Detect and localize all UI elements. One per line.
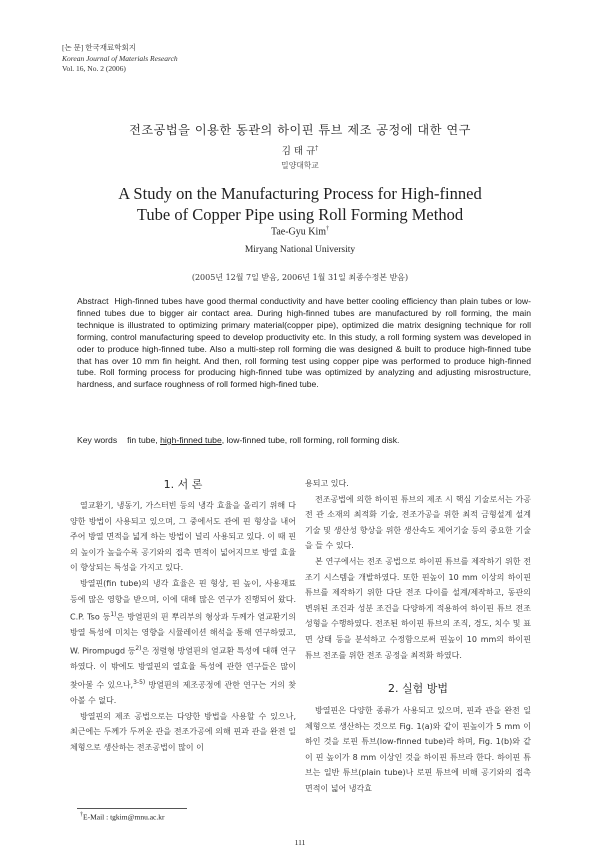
footnote-mark: † [80,812,83,818]
abstract-label: Abstract [77,296,109,306]
left-column [70,498,296,755]
author-en-name: Tae-Gyu Kim [270,226,327,238]
author-korean [0,143,600,157]
keywords-label: Key words [77,435,118,445]
footnote-rule [77,808,187,809]
right-column [305,476,531,663]
journal-volume: Vol. 16, No. 2 (2006) [62,64,126,73]
author-kr-mark: † [315,144,319,152]
section2-paragraph-1: 방열핀은 다양한 종류가 사용되고 있으며, 핀과 관을 완전 일체형으로 생산하는 것으로 Fig. 1(a)와 같이 핀높이가 5 mm 이하인 것을 로핀 튜브(low-finned tube)라 하며, Fig. 1(b)와 같이 핀 높이가 8 mm 이상인 것을 하이핀 튜브라 한다. 하이핀 튜브는 일반 튜브(plain tube)나 로핀 튜브에 비해 공기와의 접촉면적이 넓어 냉각효 [305,706,531,793]
footnote [80,812,164,822]
author-english [0,226,600,237]
author-en-mark: † [326,226,330,232]
footnote-text: E-Mail : tgkim@mnu.ac.kr [83,812,165,822]
title-en-line1: A Study on the Manufacturing Process for High-finned [118,184,482,203]
p2-text-a: 방열핀(fin tube)의 냉각 효율은 핀 형상, 핀 높이, 사용재료 등에 많은 영향을 받으며, 이에 대해 많은 연구가 진행되어 왔다. C.P. Tso 등 [70,578,296,622]
keywords-before: fin tube, [127,435,161,445]
journal-name-en: Korean Journal of Materials Research [62,53,178,63]
keywords-after: , low-finned tube, roll forming, roll forming disk. [221,435,400,445]
section2-heading: 2. 실험 방법 [388,682,448,695]
author-kr-name: 김 태 규 [281,146,316,157]
title-en-line2: Tube of Copper Pipe using Roll Forming Method [136,205,464,224]
section1-paragraph-2 [70,576,296,709]
affiliation-korean: 밀양대학교 [281,161,319,170]
affiliation-english: Miryang National University [244,245,356,255]
section1-paragraph-1: 열교환기, 냉동기, 가스터빈 등의 냉각 효율을 올리기 위해 다양한 방법이 사용되고 있으며, 그 중에서도 관에 핀 형상을 내어주어 방열 면적을 넓게 하는 방법이 널리 사용되고 있다. 이 때 핀의 높이가 높을수록 공기와의 접촉 면적이 넓어지므로 방열 효율이 향상되는 특성을 가지고 있다. [70,501,296,573]
ref-2: 2) [135,645,142,652]
ref-3: 3-5) [133,678,146,686]
journal-name-kr: [논 문] 한국재료학회지 [62,43,136,52]
right-column-2 [305,703,531,797]
title-english [0,183,600,225]
p2-text-b: 은 방열핀의 핀 뿌리부의 형상과 두께가 열교환기의 방열 특성에 미치는 영향을 시뮬레이션 해석을 통해 연구하였고, W. Pirompugd 등 [70,612,296,656]
keywords [77,435,531,445]
title-korean: 전조공법을 이용한 동관의 하이핀 튜브 제조 공정에 대한 연구 [129,123,471,137]
col2-paragraph-2: 전조공법에 의한 하이핀 튜브의 제조 시 핵심 기술로서는 가공 전 관 소재의 최적화 기술, 전조가공을 위한 최적 금형설계 설계 기술 및 생산성 향상을 위한 생산속도 제어기술 등의 중요한 기술을 들 수 있다. [305,494,531,551]
p2-text-c: 은 정렬형 방열핀의 열교환 특성에 대해 연구하였다. 이 밖에도 방열핀의 열효율 특성에 관한 연구들은 많이 찾아볼 수 있으나, [70,646,296,690]
section1-heading: 1. 서 론 [163,478,203,491]
keywords-underlined: high-finned tube [160,435,222,445]
section1-paragraph-3: 방열핀의 제조 공법으로는 다양한 방법을 사용할 수 있으나, 최근에는 두께가 두꺼운 관을 전조가공에 의해 핀과 관을 완전 일체형으로 생산하는 전조공법이 많이 이 [70,711,296,752]
col2-paragraph-3: 본 연구에서는 전조 공법으로 하이핀 튜브를 제작하기 위한 전조기 시스템을 개발하였다. 또한 핀높이 10 mm 이상의 하이핀 튜브를 제작하기 위한 다단 전조 다이를 설계/제작하고, 동관의 변위된 조건과 성분 조건을 다양하게 적용하여 하이핀 튜브 전조성형을 수행하였다. 전조된 하이핀 튜브의 조직, 경도, 치수 및 표면 상태 등을 분석하고 수정함으로써 핀높이 10 mm의 하이핀 튜브 전조를 위한 전조 공정을 최적화 하였다. [305,556,531,660]
journal-header [62,43,178,75]
page-number: 111 [294,838,306,847]
col2-paragraph-1: 용되고 있다. [305,479,349,488]
p2-text-d: 방열핀의 제조공정에 관한 연구는 거의 찾아볼 수 없다. [70,680,296,706]
abstract-text: High-finned tubes have good thermal conductivity and have better cooling efficiency than plain tubes or low-finned tubes due to bigger air contact area. During high-finned tubes are manufactured by roll forming, the main technique is illustrated to optimizing primary material(copper pipe), optimized die matrix designing technique for roll forming, control manufacturing speed to develop productivity etc. In this study, a roll forming system was developed in oder to produce high-finned tube. Also a multi-step roll forming die was designed & built to produce high-finned tube that has over 10 mm fin height. And then, roll forming test using copper pipe was performed to produce high-finned tube. Roll forming process for producing high-finned tube was optimized by analyzing and adjusting misrostructure, hardness, and surface roughness of roll formed high-fined tube. [77,296,531,390]
received-dates: (2005년 12월 7일 받음, 2006년 1월 31일 최종수정본 받음) [191,273,409,282]
ref-1: 1) [110,611,117,619]
abstract [77,296,531,391]
